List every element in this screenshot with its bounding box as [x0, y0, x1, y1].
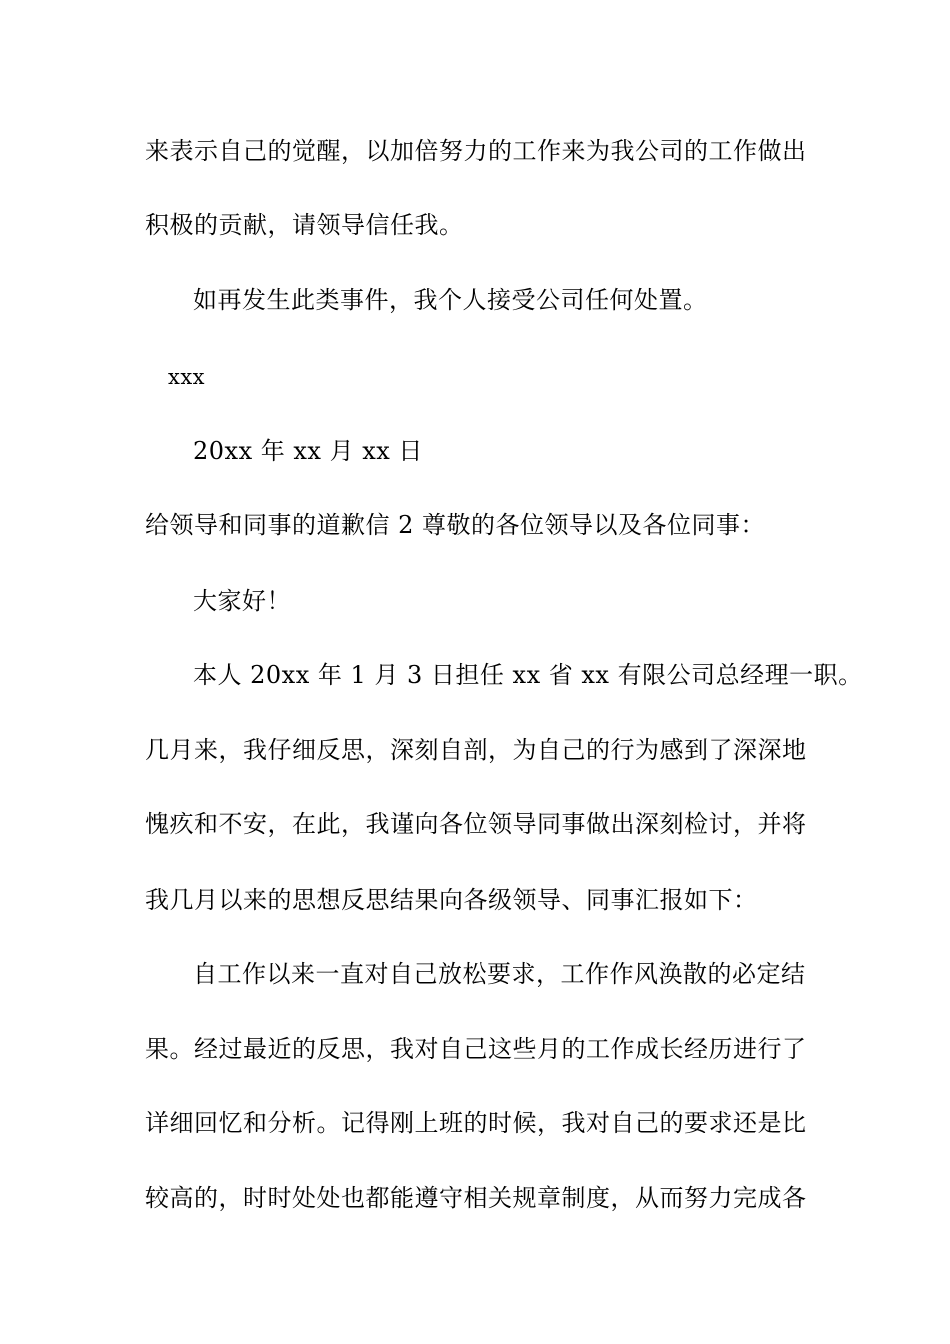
text-line: 较高的，时时处处也都能遵守相关规章制度，从而努力完成各 — [145, 1184, 807, 1212]
greeting: 大家好！ — [193, 587, 291, 615]
text-line: 详细回忆和分析。记得刚上班的时候，我对自己的要求还是比 — [145, 1109, 807, 1137]
signature-date: 20xx 年 xx 月 xx 日 — [193, 437, 423, 465]
text-line: 果。经过最近的反思，我对自己这些月的工作成长经历进行了 — [145, 1035, 807, 1063]
text-line: 来表示自己的觉醒，以加倍努力的工作来为我公司的工作做出 — [145, 137, 807, 165]
text-line: 几月来，我仔细反思，深刻自剖，为自己的行为感到了深深地 — [145, 736, 807, 764]
signature-name: xxx — [168, 365, 206, 389]
text-line: 愧疚和不安，在此，我谨向各位领导同事做出深刻检讨，并将 — [145, 810, 807, 838]
letter-heading: 给领导和同事的道歉信 2 尊敬的各位领导以及各位同事： — [145, 511, 766, 539]
text-line: 我几月以来的思想反思结果向各级领导、同事汇报如下： — [145, 886, 758, 914]
text-line: 积极的贡献，请领导信任我。 — [145, 211, 464, 239]
text-line: 自工作以来一直对自己放松要求，工作作风涣散的必定结 — [193, 960, 806, 988]
text-line: 本人 20xx 年 1 月 3 日担任 xx 省 xx 有限公司总经理一职。 — [193, 661, 863, 689]
text-line: 如再发生此类事件，我个人接受公司任何处置。 — [193, 286, 708, 314]
